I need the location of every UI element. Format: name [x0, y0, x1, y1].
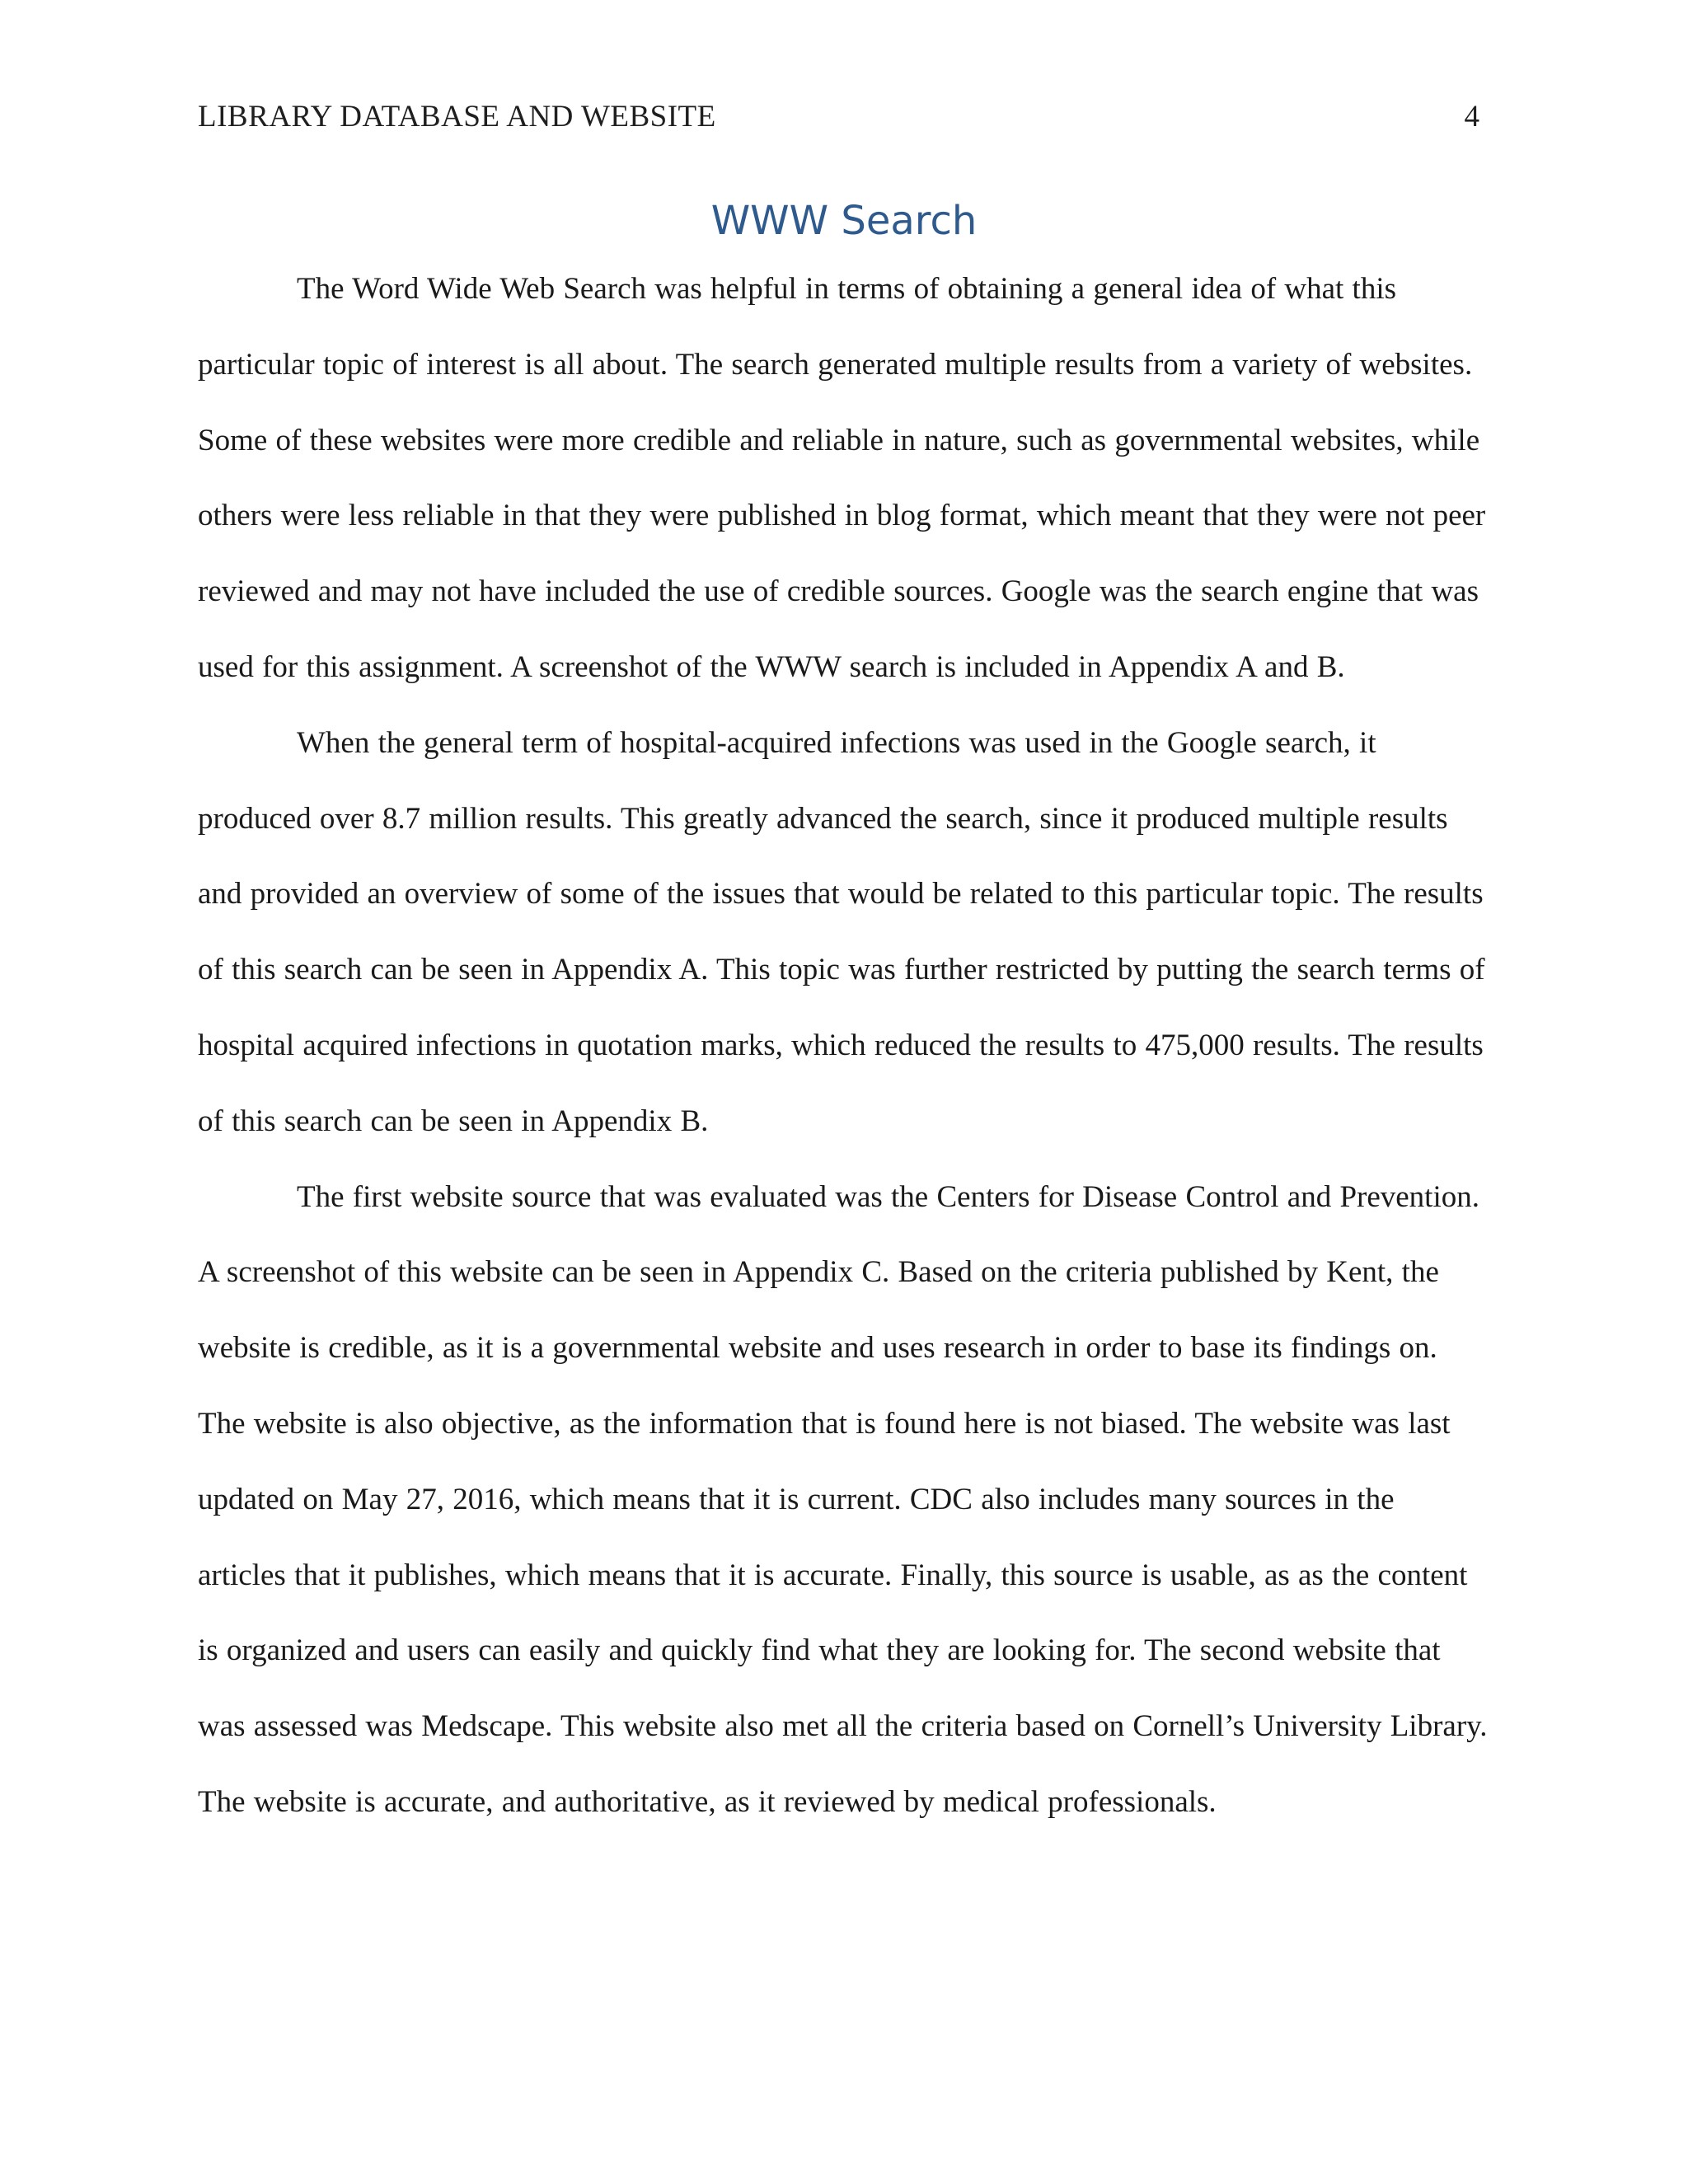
- page-number: 4: [1464, 100, 1479, 134]
- section-heading: WWW Search: [710, 198, 978, 244]
- running-head: LIBRARY DATABASE AND WEBSITE: [198, 100, 716, 134]
- paragraph: The Word Wide Web Search was helpful in terms of obtaining a general idea of what this particular topic of interest is all about. The search generated multiple results from a variety of websites. Some of these websites were more credible and reliable in nature, such as governmental websites, while others were less reliable in that they were published in blog format, which meant that they were not peer reviewed and may not have included the use of credible sources. Google was the search engine that was used for this assignment. A screenshot of the WWW search is included in Appendix A and B.: [198, 272, 1486, 684]
- paragraph: When the general term of hospital-acquired infections was used in the Google search, it produced over 8.7 million results. This greatly advanced the search, since it produced multiple results and provided an overview of some of the issues that would be related to this particular topic. The results of this search can be seen in Appendix A. This topic was further restricted by putting the search terms of hospital acquired infections in quotation marks, which reduced the results to 475,000 results. The results of this search can be seen in Appendix B.: [198, 725, 1485, 1138]
- body-text: [198, 251, 1490, 1840]
- paragraph: The first website source that was evaluated was the Centers for Disease Control and Prevention. A screenshot of this website can be seen in Appendix C. Based on the criteria published by Kent, the website is credible, as it is a governmental website and uses research in order to base its findings on. The website is also objective, as the information that is found here is not biased. The website was last updated on May 27, 2016, which means that it is current. CDC also includes many sources in the articles that it publishes, which means that it is accurate. Finally, this source is usable, as as the content is organized and users can easily and quickly find what they are looking for. The second website that was assessed was Medscape. This website also met all the criteria based on Cornell’s University Library. The website is accurate, and authoritative, as it reviewed by medical professionals.: [198, 1179, 1488, 1819]
